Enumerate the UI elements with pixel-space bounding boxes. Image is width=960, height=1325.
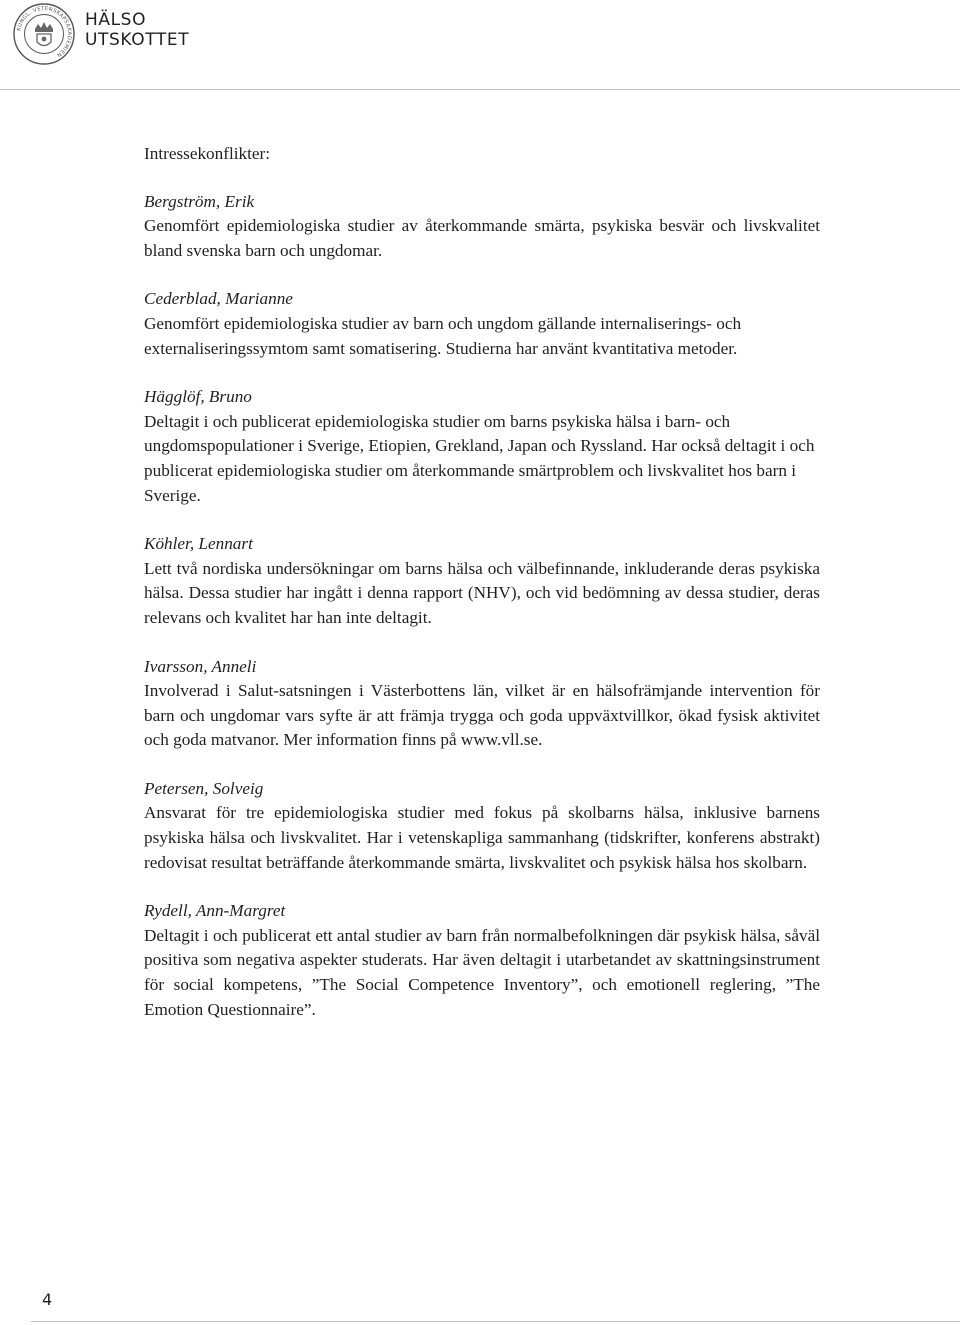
entry-bergstrom <box>144 190 820 264</box>
entry-text: Genomfört epidemiologiska studier av barn och ungdom gällande internaliserings- och externaliseringssymtom samt somatisering. Studierna har använt kvantitativa metoder. <box>144 313 742 358</box>
entry-text: Deltagit i och publicerat ett antal studier av barn från normalbefolkningen där psykisk hälsa, såväl positiva som negativa aspekter studerats. Har även deltagit i utarbetandet av skattningsinstrument för social kompetens, ”The Social Competence Inventory”, och emotionell reglering, ”The Emotion Questionnaire”. <box>144 925 820 1019</box>
entry-name: Hägglöf, Bruno <box>144 387 252 407</box>
document-body <box>144 142 820 1046</box>
entry-ivarsson <box>144 655 820 753</box>
footer-divider <box>31 1321 960 1322</box>
header-divider <box>0 89 960 90</box>
entry-name: Ivarsson, Anneli <box>144 656 257 676</box>
entry-text: Lett två nordiska undersökningar om barns hälsa och välbefinnande, inkluderande deras psykiska hälsa. Dessa studier har ingått i denna rapport (NHV), och vid bedömning av dessa studier, deras relevans och kvalitet har han inte deltagit. <box>144 558 820 627</box>
page-number: 4 <box>42 1290 53 1309</box>
academy-seal-logo <box>13 3 75 65</box>
svg-text:KUNGL. VETENSKAPSAKADEMIEN: KUNGL. VETENSKAPSAKADEMIEN <box>16 5 73 58</box>
section-heading: Intressekonflikter: <box>144 144 271 163</box>
entry-name: Rydell, Ann-Margret <box>144 901 286 921</box>
brand-line-1: HÄLSO <box>85 10 147 30</box>
entry-name: Cederblad, Marianne <box>144 289 293 309</box>
page-header <box>0 0 960 90</box>
entry-text: Deltagit i och publicerat epidemiologiska studier om barns psykiska hälsa i barn- och ungdomspopulationer i Sverige, Etiopien, Grekland, Japan och Ryssland. Har också deltagit i och publicerat epidemiologiska studier om återkommande smärtproblem och livskvalitet hos barn i Sverige. <box>144 411 815 505</box>
entry-name: Bergström, Erik <box>144 191 255 211</box>
entry-rydell <box>144 899 820 1022</box>
brand-line-2: UTSKOTTET <box>85 30 190 50</box>
entry-hagglof <box>144 385 820 508</box>
brand-wordmark <box>85 10 189 50</box>
entry-text: Involverad i Salut-satsningen i Västerbottens län, vilket är en hälsofrämjande intervention för barn och ungdomar vars syfte är att främja trygga och goda uppväxtvillkor, ökad fysisk aktivitet och goda matvanor. Mer information finns på www.vll.se. <box>144 681 820 750</box>
entry-petersen <box>144 777 820 875</box>
entry-name: Petersen, Solveig <box>144 778 264 798</box>
entry-name: Köhler, Lennart <box>144 534 253 554</box>
entry-text: Genomfört epidemiologiska studier av återkommande smärta, psykiska besvär och livskvalitet bland svenska barn och ungdomar. <box>144 216 820 260</box>
entry-text: Ansvarat för tre epidemiologiska studier med fokus på skolbarns hälsa, inklusive barnens psykiska hälsa och livskvalitet. Har i vetenskapliga sammanhang (tidskrifter, konferens abstrakt) redovisat resultat beträffande återkommande smärta, livskvalitet och psykisk hälsa hos skolbarn. <box>144 803 820 872</box>
entry-kohler <box>144 532 820 630</box>
entry-cederblad <box>144 287 820 361</box>
